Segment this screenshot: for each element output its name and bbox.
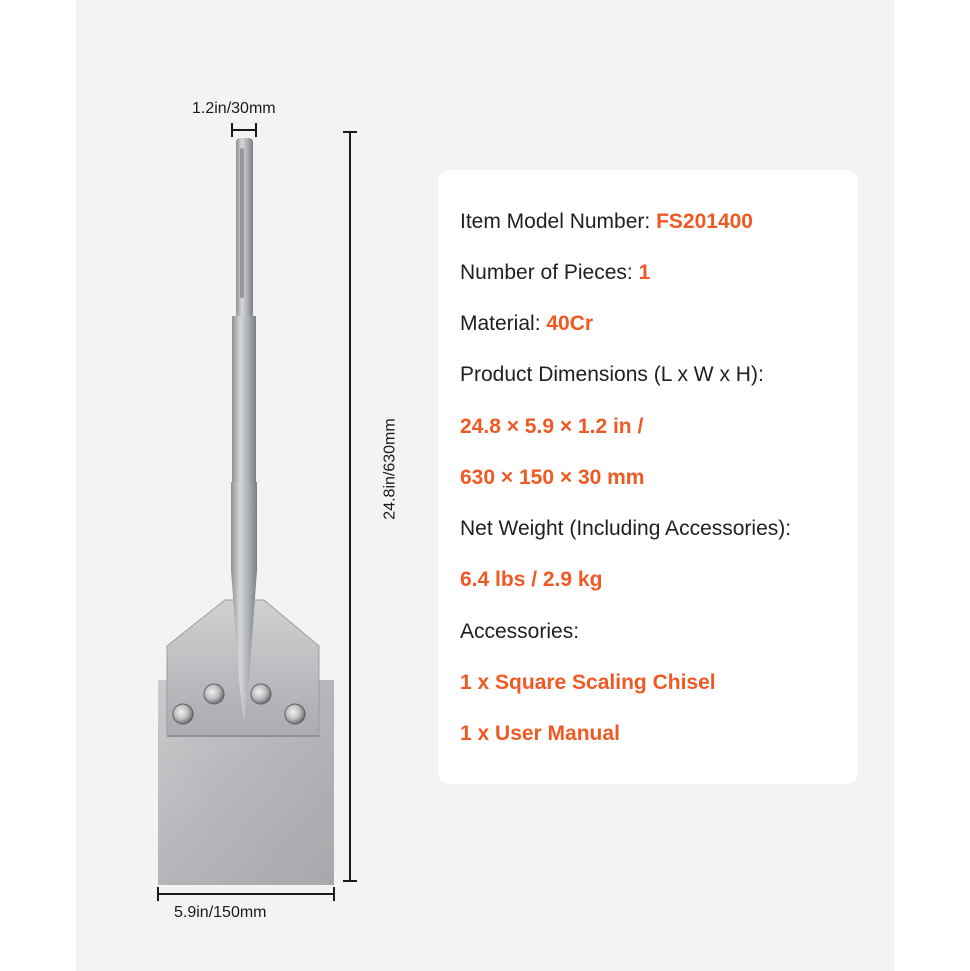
spec-weight-label: Net Weight (Including Accessories): <box>460 517 792 540</box>
spec-dimensions-metric: 630 × 150 × 30 mm <box>460 466 645 489</box>
spec-weight-value: 6.4 lbs / 2.9 kg <box>460 568 603 591</box>
spec-model-value: FS201400 <box>656 210 753 233</box>
spec-accessories-label: Accessories: <box>460 620 580 643</box>
spec-model <box>460 210 753 234</box>
spec-model-label: Item Model Number: <box>460 210 657 233</box>
spec-dimensions-imperial: 24.8 × 5.9 × 1.2 in / <box>460 415 644 438</box>
spec-accessory-2: 1 x User Manual <box>460 722 620 745</box>
spec-card <box>438 170 858 784</box>
spec-pieces-label: Number of Pieces: <box>460 261 639 284</box>
length-label: 24.8in/630mm <box>381 418 399 520</box>
spec-material-label: Material: <box>460 312 547 335</box>
spec-material-value: 40Cr <box>546 312 594 335</box>
width-top-label: 1.2in/30mm <box>192 100 276 117</box>
spec-accessory-1: 1 x Square Scaling Chisel <box>460 671 716 694</box>
spec-pieces <box>460 261 650 285</box>
spec-pieces-value: 1 <box>638 261 651 284</box>
width-bottom-label: 5.9in/150mm <box>174 904 267 921</box>
spec-material <box>460 312 593 336</box>
spec-dimensions-label: Product Dimensions (L x W x H): <box>460 363 764 386</box>
